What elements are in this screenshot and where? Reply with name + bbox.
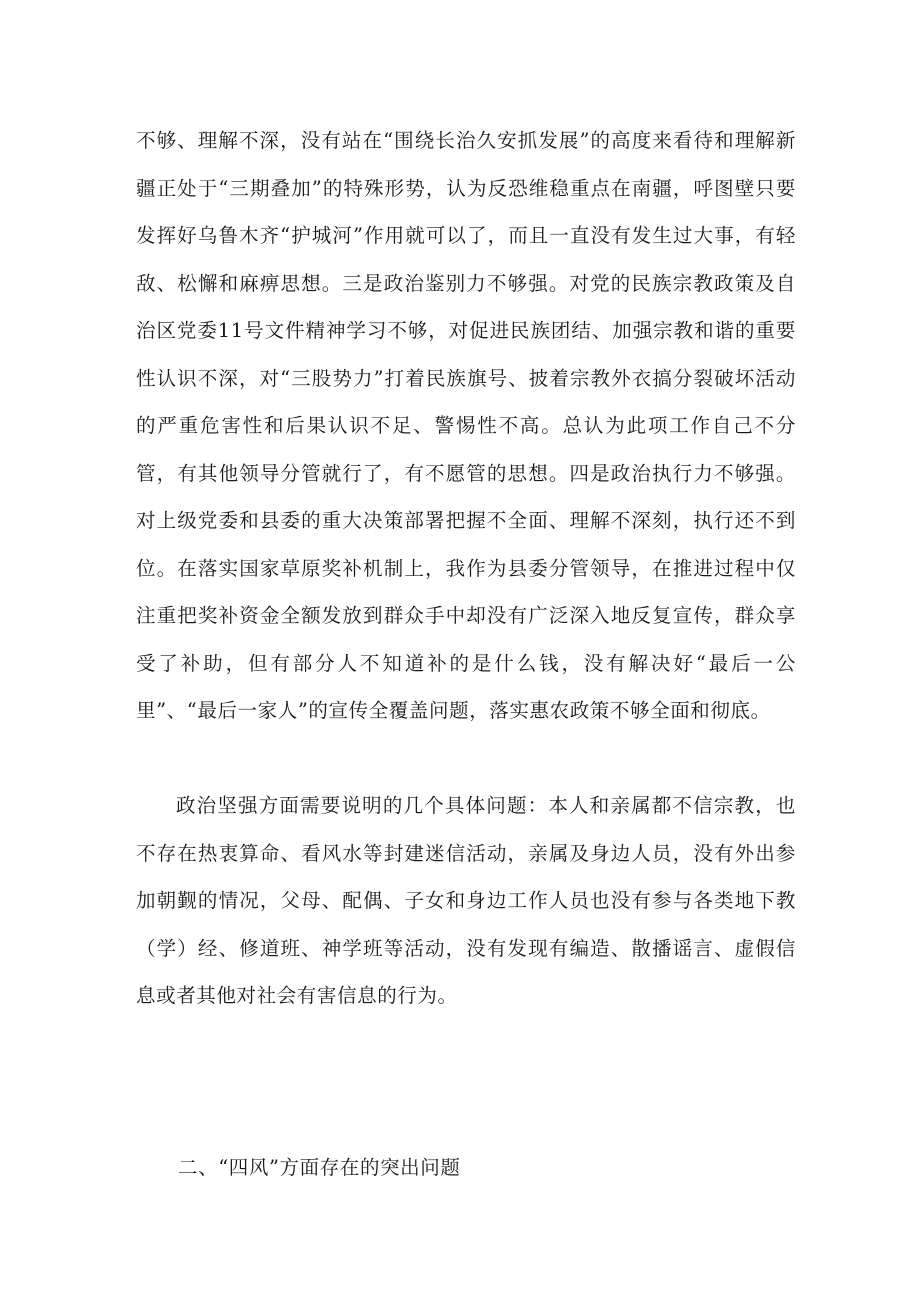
body-paragraph-religion-statement: 政治坚强方面需要说明的几个具体问题：本人和亲属都不信宗教，也不存在热衷算命、看风水等封建迷信活动，亲属及身边人员，没有外出参加朝觐的情况，父母、配偶、子女和身边工作人员也没有参与各类地下教（学）经、修道班、神学班等活动，没有发现有编造、散播谣言、虚假信息或者其他对社会有害信息的行为。 xyxy=(136,794,796,1007)
body-paragraph-political-issues: 不够、理解不深，没有站在“围绕长治久安抓发展”的高度来看待和理解新疆正处于“三期叠加”的特殊形势，认为反恐维稳重点在南疆，呼图壁只要发挥好乌鲁木齐“护城河”作用就可以了，而且一直没有发生过大事，有轻敌、松懈和麻痹思想。三是政治鉴别力不够强。对党的民族宗教政策及自治区党委11号文件精神学习不够，对促进民族团结、加强宗教和谐的重要性认识不深，对“三股势力”打着民族旗号、披着宗教外衣搞分裂破坏活动的严重危害性和后果认识不足、警惕性不高。总认为此项工作自己不分管，有其他领导分管就行了，有不愿管的思想。四是政治执行力不够强。对上级党委和县委的重大决策部署把握不全面、理解不深刻，执行还不到位。在落实国家草原奖补机制上，我作为县委分管领导，在推进过程中仅注重把奖补资金全额发放到群众手中却没有广泛深入地反复宣传，群众享受了补助，但有部分人不知道补的是什么钱，没有解决好“最后一公里”、“最后一家人”的宣传全覆盖问题，落实惠农政策不够全面和彻底。 xyxy=(136,129,796,722)
section-heading-four-winds: 二、“四风”方面存在的突出问题 xyxy=(178,1156,461,1179)
